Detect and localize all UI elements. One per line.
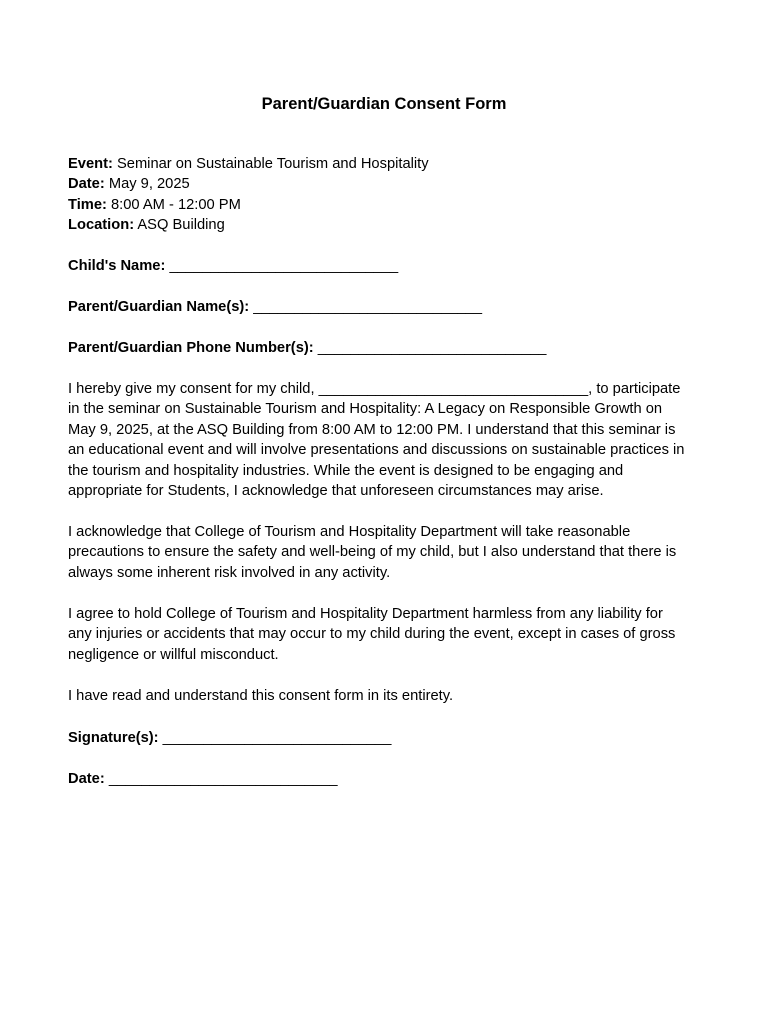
date-value: May 9, 2025	[108, 176, 190, 193]
page-title: Parent/Guardian Consent Form	[261, 95, 507, 113]
event-info	[68, 154, 708, 236]
signature-label: Signature(s):	[68, 730, 159, 746]
parent-name-blank[interactable]: ____________________________	[253, 299, 483, 315]
time-value: 8:00 AM - 12:00 PM	[111, 196, 241, 213]
paragraph-line: any injuries or accidents that may occur to my child during the event, except in cases of gross	[68, 626, 676, 643]
phone-label: Parent/Guardian Phone Number(s):	[68, 340, 314, 356]
date-row	[68, 174, 708, 194]
event-row	[68, 154, 708, 174]
paragraph-line: the tourism and hospitality industries. While the event is designed to be engaging and	[68, 462, 624, 479]
event-label: Event:	[68, 156, 113, 172]
signature-field	[68, 728, 391, 748]
read-statement: I have read and understand this consent form in its entirety.	[68, 688, 454, 704]
date-label: Date:	[68, 176, 105, 193]
paragraph-line: always some inherent risk involved in any activity.	[68, 564, 391, 581]
paragraph-line: I acknowledge that College of Tourism and Hospitality Department will take reasonable	[68, 524, 631, 540]
liability-paragraph	[68, 604, 708, 665]
paragraph-line: I agree to hold College of Tourism and Hospitality Department harmless from any liability for	[68, 606, 663, 622]
paragraph-line: May 9, 2025, at the ASQ Building from 8:00 AM to 12:00 PM. I understand that this seminar is	[68, 421, 676, 438]
sign-date-blank[interactable]: ____________________________	[108, 771, 338, 787]
signature-blank[interactable]: ____________________________	[162, 730, 392, 746]
parent-name-label: Parent/Guardian Name(s):	[68, 299, 250, 315]
time-label: Time:	[68, 196, 107, 213]
paragraph-line: in the seminar on Sustainable Tourism and Hospitality: A Legacy on Responsible Growth on	[68, 401, 663, 418]
paragraph-line: I hereby give my consent for my child, _________________________________, to participate	[68, 381, 681, 397]
sign-date-field	[68, 769, 338, 789]
time-row	[68, 195, 708, 215]
phone-blank[interactable]: ____________________________	[317, 340, 547, 356]
child-name-blank[interactable]: ____________________________	[169, 258, 399, 274]
sign-date-label: Date:	[68, 771, 105, 787]
parent-name-field	[68, 297, 482, 317]
paragraph-line: appropriate for Students, I acknowledge that unforeseen circumstances may arise.	[68, 483, 604, 500]
event-value: Seminar on Sustainable Tourism and Hospitality	[116, 156, 429, 172]
paragraph-line: negligence or willful misconduct.	[68, 646, 279, 663]
location-row	[68, 215, 708, 235]
phone-field	[68, 338, 546, 358]
child-name-label: Child's Name:	[68, 258, 166, 274]
location-value: ASQ Building	[137, 217, 225, 234]
location-label: Location:	[68, 217, 135, 234]
paragraph-line: an educational event and will involve presentations and discussions on sustainable practices in	[68, 442, 685, 459]
child-name-field	[68, 256, 398, 276]
consent-paragraph	[68, 379, 708, 501]
paragraph-line: precautions to ensure the safety and well-being of my child, but I also understand that there is	[68, 544, 677, 561]
safety-paragraph	[68, 522, 708, 583]
